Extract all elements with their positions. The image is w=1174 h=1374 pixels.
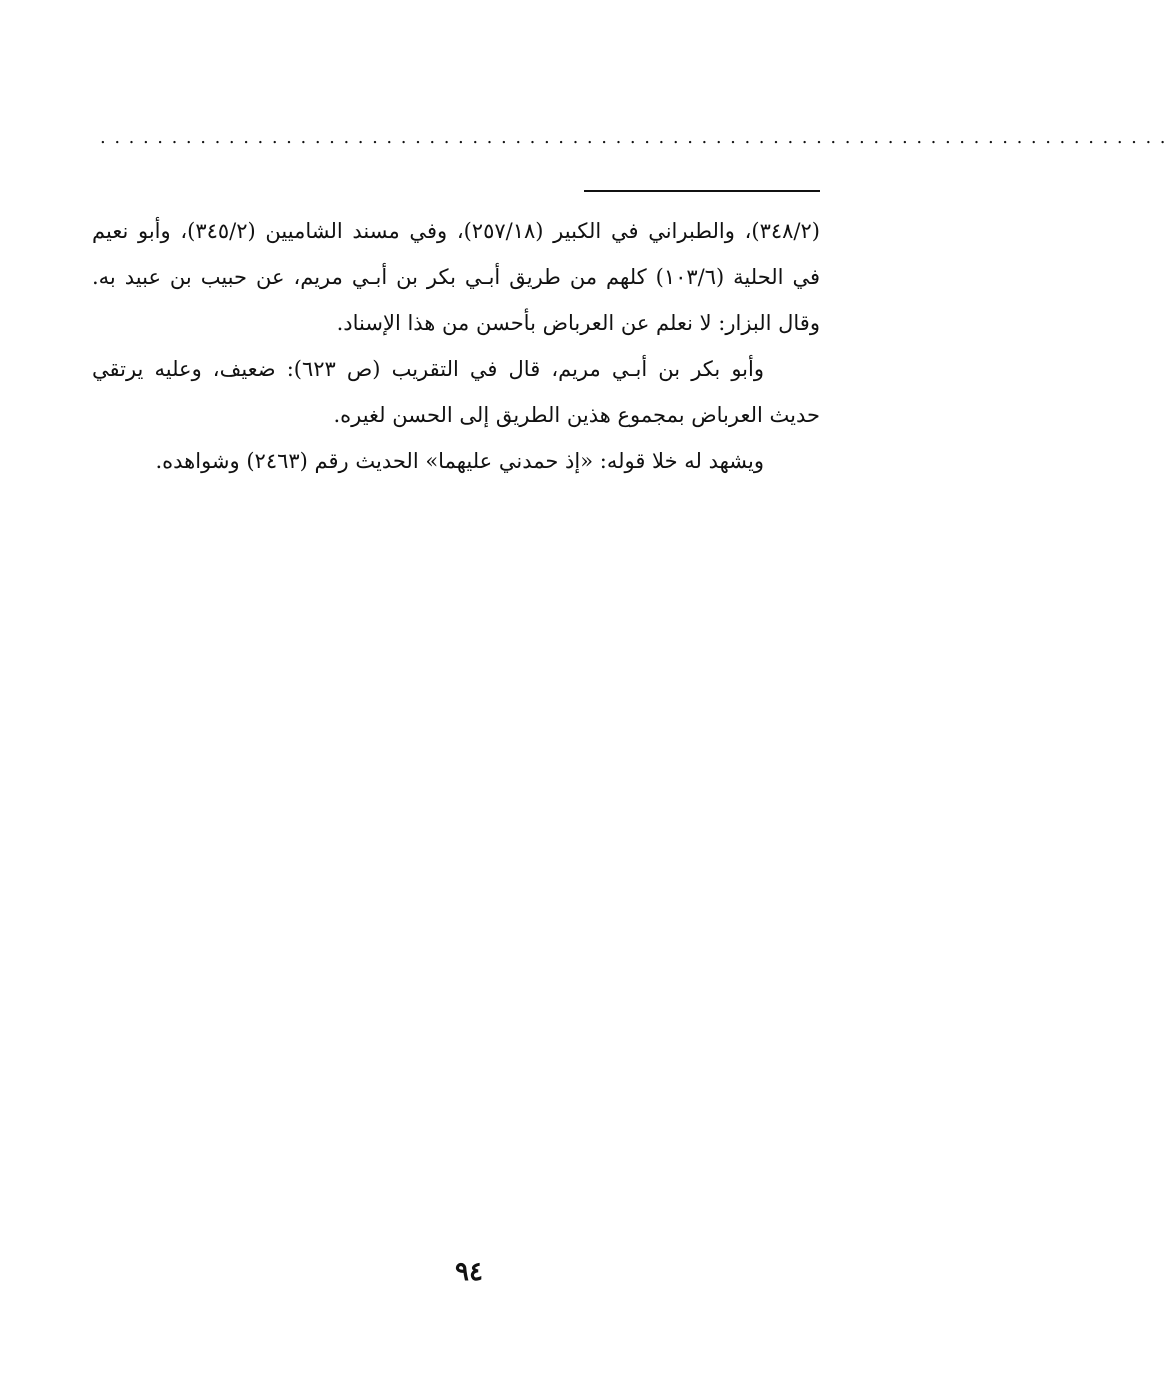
separator-dots: ........................................................................... (100, 127, 1174, 148)
footnote-paragraph-1: (٣٤٨/٢)، والطبراني في الكبير (٢٥٧/١٨)، وفي مسند الشاميين (٣٤٥/٢)، وأبو نعيم في الحلية (١٠٣/٦) كلهم من طريق أبـي بكر بن أبـي مريم، عن حبيب بن عبيد به. وقال البزار: لا نعلم عن العرباض بأحسن من هذا الإسناد. (92, 219, 821, 335)
page-number: ٩٤ (455, 1257, 483, 1287)
footnote-rule (584, 190, 820, 192)
footnote-paragraph-2: وأبو بكر بن أبـي مريم، قال في التقريب (ص ٦٢٣): ضعيف، وعليه يرتقي حديث العرباض بمجموع هذين الطريق إلى الحسن لغيره. (92, 357, 820, 427)
footnote-block (92, 208, 820, 484)
footnote-paragraph-3: ويشهد له خلا قوله: «إذ حمدني عليهما» الحديث رقم (٢٤٦٣) وشواهده. (155, 449, 764, 473)
